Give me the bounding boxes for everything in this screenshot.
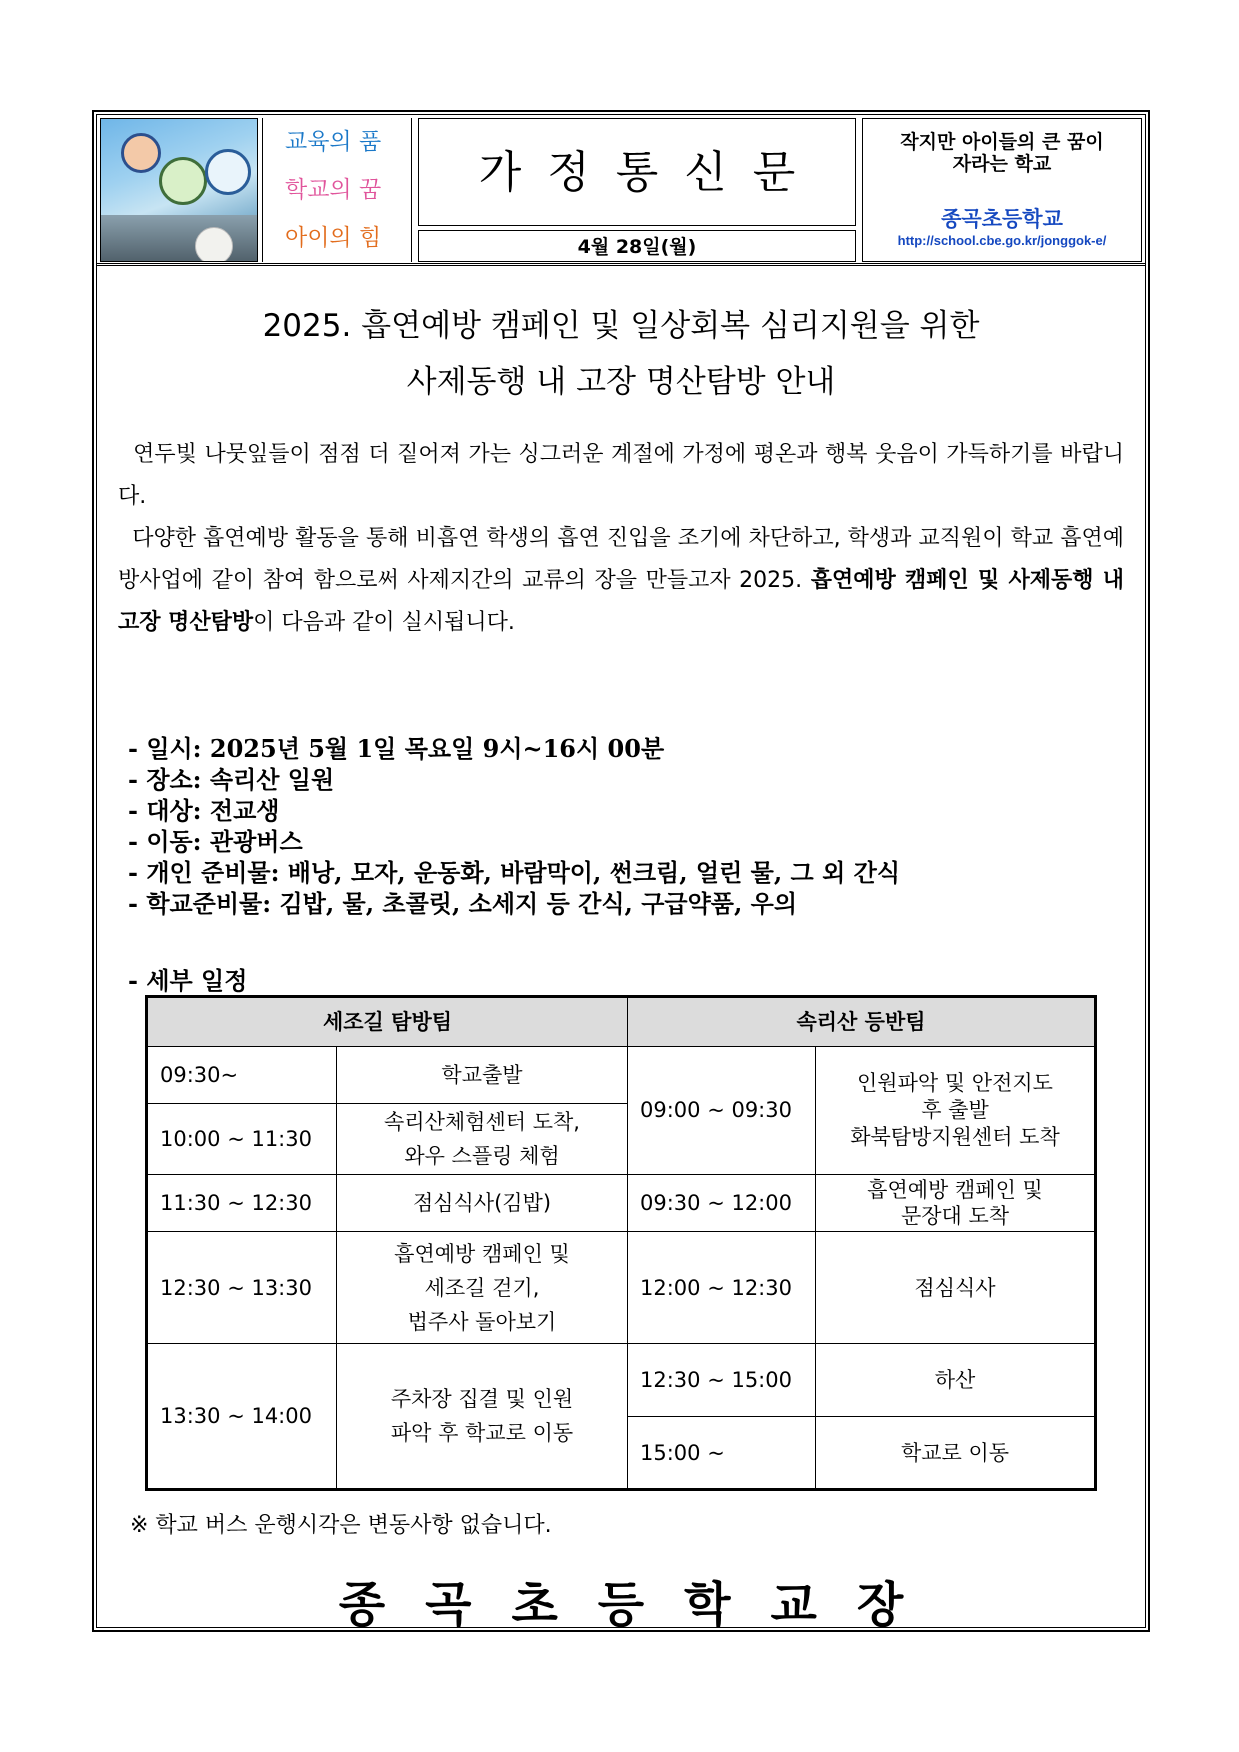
a-activity-1: 학교출발 bbox=[441, 1062, 523, 1087]
b-time-2: 09:30 ~ 12:00 bbox=[640, 1191, 792, 1215]
b-time-1: 09:00 ~ 09:30 bbox=[640, 1098, 792, 1122]
title-line-2: 사제동행 내 고장 명산탐방 안내 bbox=[406, 364, 836, 400]
header-team-a: 세조길 탐방팀 bbox=[322, 1010, 453, 1034]
newsletter-header bbox=[96, 114, 1146, 266]
b-time-4: 12:30 ~ 15:00 bbox=[640, 1368, 792, 1392]
b-activity-5: 학교로 이동 bbox=[900, 1440, 1010, 1465]
a-activity-2: 속리산체험센터 도착, 와우 스플링 체험 bbox=[384, 1110, 580, 1168]
b-time-3: 12:00 ~ 12:30 bbox=[640, 1275, 792, 1300]
a-time-3: 11:30 ~ 12:30 bbox=[160, 1191, 312, 1215]
detail-target: - 대상: 전교생 bbox=[128, 796, 280, 825]
title-line-1: 2025. 흡연예방 캠페인 및 일상회복 심리지원을 위한 bbox=[262, 308, 980, 344]
greeting-paragraph: 연두빛 나뭇잎들이 점점 더 짙어져 가는 싱그러운 계절에 가정에 평온과 행복 웃음이 가득하기를 바랍니다. bbox=[118, 442, 1124, 509]
a-activity-4: 흡연예방 캠페인 및 세조길 걷기, 법주사 돌아보기 bbox=[394, 1241, 570, 1334]
detail-personal-items: - 개인 준비물: 배낭, 모자, 운동화, 바람막이, 썬크림, 얼린 물, 그 외 간식 bbox=[128, 858, 901, 887]
slogan-box bbox=[262, 118, 412, 262]
b-activity-2: 흡연예방 캠페인 및 문장대 도착 bbox=[867, 1178, 1043, 1228]
detail-transport: - 이동: 관광버스 bbox=[128, 827, 303, 856]
schedule-table bbox=[145, 995, 1097, 1491]
a-time-4: 12:30 ~ 13:30 bbox=[160, 1275, 312, 1300]
a-time-2: 10:00 ~ 11:30 bbox=[160, 1127, 312, 1151]
b-activity-1: 인원파악 및 안전지도 후 출발 화북탐방지원센터 도착 bbox=[850, 1070, 1060, 1149]
school-children-photo bbox=[100, 118, 258, 262]
detail-place: - 장소: 속리산 일원 bbox=[128, 765, 335, 794]
b-activity-4: 하산 bbox=[934, 1368, 976, 1392]
school-info-box bbox=[862, 118, 1142, 262]
principal-signature: 종곡초등학교장 bbox=[338, 1577, 944, 1633]
school-name: 종곡초등학교 bbox=[941, 207, 1063, 231]
a-time-5: 13:30 ~ 14:00 bbox=[160, 1404, 312, 1428]
newsletter-title: 가정통신문 bbox=[418, 118, 856, 226]
newsletter-date: 4월 28일(월) bbox=[418, 230, 856, 262]
a-time-1: 09:30~ bbox=[160, 1062, 239, 1087]
a-activity-3: 점심식사(김밥) bbox=[412, 1191, 552, 1215]
slogan-1: 교육의 품 bbox=[285, 129, 382, 155]
a-activity-5: 주차장 집결 및 인원 파악 후 학교로 이동 bbox=[390, 1387, 574, 1445]
detail-date: - 일시: 2025년 5월 1일 목요일 9시~16시 00분 bbox=[128, 734, 665, 763]
document-title bbox=[96, 298, 1146, 410]
schedule-heading: - 세부 일정 bbox=[128, 966, 248, 995]
purpose-paragraph: 다양한 흡연예방 활동을 통해 비흡연 학생의 흡연 진입을 조기에 차단하고, 학생과 교직원이 학교 흡연예방사업에 같이 참여 함으로써 사제지간의 교류의 장을 만들고자 2025. 흡연예방 캠페인 및 사제동행 내 고장 명산탐방이 다음과 같이 실시됩니다. bbox=[118, 526, 1124, 635]
detail-school-items: - 학교준비물: 김밥, 물, 초콜릿, 소세지 등 간식, 구급약품, 우의 bbox=[128, 889, 798, 918]
school-motto: 작지만 아이들의 큰 꿈이 자라는 학교 bbox=[900, 131, 1104, 175]
school-url[interactable]: http://school.cbe.go.kr/jonggok-e/ bbox=[897, 233, 1107, 248]
event-details-list bbox=[128, 733, 1118, 919]
slogan-2: 학교의 꿈 bbox=[285, 177, 382, 203]
bus-note: ※ 학교 버스 운행시각은 변동사항 없습니다. bbox=[130, 1513, 552, 1538]
b-activity-3: 점심식사 bbox=[914, 1275, 996, 1300]
slogan-3: 아이의 힘 bbox=[285, 225, 382, 251]
header-team-b: 속리산 등반팀 bbox=[796, 1010, 926, 1034]
b-time-5: 15:00 ~ bbox=[640, 1440, 725, 1465]
